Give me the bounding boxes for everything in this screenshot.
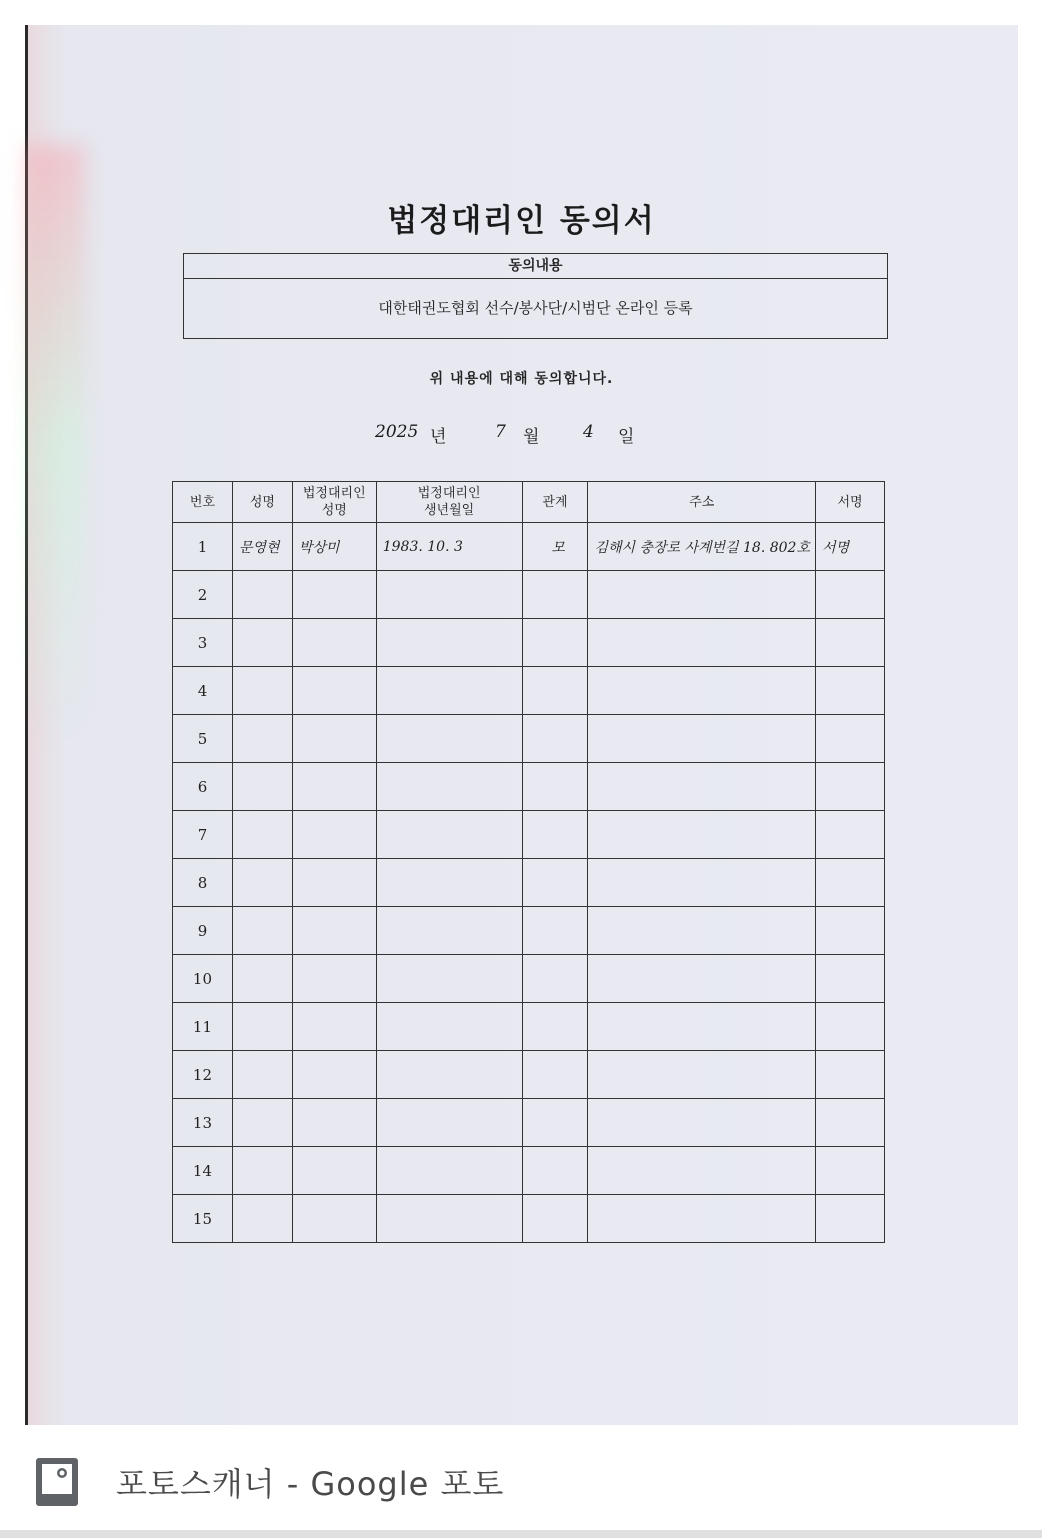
cell-guardian-birth [376,667,522,715]
cell-signature [816,1099,885,1147]
cell-name [232,1195,292,1243]
cell-address [588,763,816,811]
cell-guardian-name [292,955,376,1003]
cell-name [232,1147,292,1195]
table-row [173,523,885,571]
header-no: 번호 [173,482,233,523]
cell-no: 3 [173,619,233,667]
cell-guardian-name [292,1051,376,1099]
cell-no: 15 [173,1195,233,1243]
date-month-handwritten: 7 [495,422,506,442]
cell-no: 11 [173,1003,233,1051]
photoscan-icon[interactable] [34,1456,80,1508]
table-row [173,619,885,667]
date-month-label: 월 [523,427,540,447]
date-day-label: 일 [618,427,635,447]
cell-address [588,667,816,715]
cell-guardian-birth [376,1051,522,1099]
table-row [173,1099,885,1147]
cell-guardian-birth [376,763,522,811]
cell-address: 김해시 충장로 사계번길 18. 802호 [588,523,816,571]
cell-address [588,1147,816,1195]
header-guardian-birth [376,482,522,523]
cell-name [232,907,292,955]
cell-name [232,667,292,715]
footer-app-label: 포토스캐너 - Google 포토 [116,1465,505,1503]
cell-relation [522,1099,588,1147]
cell-address [588,907,816,955]
table-row [173,715,885,763]
cell-name: 문영현 [232,523,292,571]
cell-guardian-name [292,1147,376,1195]
cell-relation [522,955,588,1003]
date-year-handwritten: 2025 [375,422,419,442]
cell-signature [816,1051,885,1099]
cell-address [588,1195,816,1243]
cell-relation [522,571,588,619]
cell-guardian-birth [376,859,522,907]
cell-guardian-name [292,1003,376,1051]
cell-relation [522,715,588,763]
cell-name [232,1003,292,1051]
cell-relation [522,1147,588,1195]
header-guardian-name-line2: 성명 [321,503,347,518]
cell-guardian-birth [376,1003,522,1051]
cell-no: 7 [173,811,233,859]
cell-guardian-name [292,667,376,715]
header-guardian-name [292,482,376,523]
cell-name [232,1099,292,1147]
table-header-row [173,482,885,523]
cell-signature [816,619,885,667]
registration-table [172,481,885,1243]
cell-address [588,1099,816,1147]
cell-guardian-birth [376,1195,522,1243]
cell-no: 8 [173,859,233,907]
cell-signature [816,955,885,1003]
table-row [173,1051,885,1099]
cell-name [232,571,292,619]
cell-name [232,715,292,763]
cell-signature [816,1003,885,1051]
cell-address [588,859,816,907]
consent-box [183,253,888,339]
table-row [173,1195,885,1243]
cell-signature [816,907,885,955]
header-guardian-birth-line2: 생년월일 [424,503,475,518]
cell-no: 12 [173,1051,233,1099]
cell-name [232,619,292,667]
table-row [173,1147,885,1195]
cell-no: 4 [173,667,233,715]
consent-header: 동의내용 [184,254,887,279]
table-row [173,667,885,715]
cell-address [588,715,816,763]
cell-no: 10 [173,955,233,1003]
cell-guardian-name [292,619,376,667]
cell-relation [522,667,588,715]
cell-signature [816,667,885,715]
cell-relation [522,763,588,811]
cell-relation [522,1195,588,1243]
cell-guardian-name: 박상미 [292,523,376,571]
cell-guardian-birth [376,955,522,1003]
consent-text: 대한태권도협회 선수/봉사단/시범단 온라인 등록 [378,299,693,317]
header-address: 주소 [588,482,816,523]
cell-signature [816,715,885,763]
cell-guardian-name [292,907,376,955]
app-footer [0,1425,1042,1538]
cell-signature [816,571,885,619]
cell-no: 6 [173,763,233,811]
cell-guardian-birth [376,619,522,667]
header-guardian-birth-line1: 법정대리인 [417,486,481,501]
cell-relation [522,859,588,907]
cell-guardian-birth [376,907,522,955]
cell-no: 14 [173,1147,233,1195]
cell-guardian-name [292,859,376,907]
table-row [173,955,885,1003]
cell-relation [522,811,588,859]
cell-no: 1 [173,523,233,571]
cell-no: 2 [173,571,233,619]
table-row [173,811,885,859]
cell-signature [816,859,885,907]
cell-guardian-name [292,571,376,619]
cell-relation: 모 [522,523,588,571]
cell-relation [522,1051,588,1099]
cell-address [588,811,816,859]
date-year-label: 년 [430,427,447,447]
scanned-document [25,25,1018,1425]
cell-name [232,811,292,859]
table-row [173,907,885,955]
cell-guardian-name [292,811,376,859]
cell-address [588,619,816,667]
document-title: 법정대리인 동의서 [387,203,656,239]
cell-guardian-birth: 1983. 10. 3 [376,523,522,571]
cell-relation [522,619,588,667]
cell-signature: 서명 [816,523,885,571]
header-relation: 관계 [522,482,588,523]
agreement-statement: 위 내용에 대해 동의합니다. [429,371,614,387]
cell-name [232,763,292,811]
header-signature: 서명 [816,482,885,523]
table-row [173,859,885,907]
table-body [173,523,885,1243]
cell-name [232,859,292,907]
table-row [173,763,885,811]
cell-address [588,955,816,1003]
table-row [173,1003,885,1051]
bottom-divider [0,1530,1042,1538]
cell-guardian-name [292,715,376,763]
cell-guardian-name [292,763,376,811]
cell-signature [816,811,885,859]
cell-guardian-name [292,1195,376,1243]
cell-name [232,955,292,1003]
cell-name [232,1051,292,1099]
cell-signature [816,1147,885,1195]
cell-guardian-name [292,1099,376,1147]
cell-guardian-birth [376,1099,522,1147]
header-guardian-name-line1: 법정대리인 [302,486,366,501]
date-line [375,418,695,448]
cell-address [588,571,816,619]
cell-guardian-birth [376,1147,522,1195]
cell-guardian-birth [376,715,522,763]
cell-address [588,1003,816,1051]
cell-no: 5 [173,715,233,763]
table-row [173,571,885,619]
date-day-handwritten: 4 [583,422,594,442]
cell-relation [522,907,588,955]
cell-guardian-birth [376,571,522,619]
cell-no: 9 [173,907,233,955]
cell-address [588,1051,816,1099]
header-name: 성명 [232,482,292,523]
cell-guardian-birth [376,811,522,859]
cell-signature [816,1195,885,1243]
cell-relation [522,1003,588,1051]
cell-no: 13 [173,1099,233,1147]
cell-signature [816,763,885,811]
